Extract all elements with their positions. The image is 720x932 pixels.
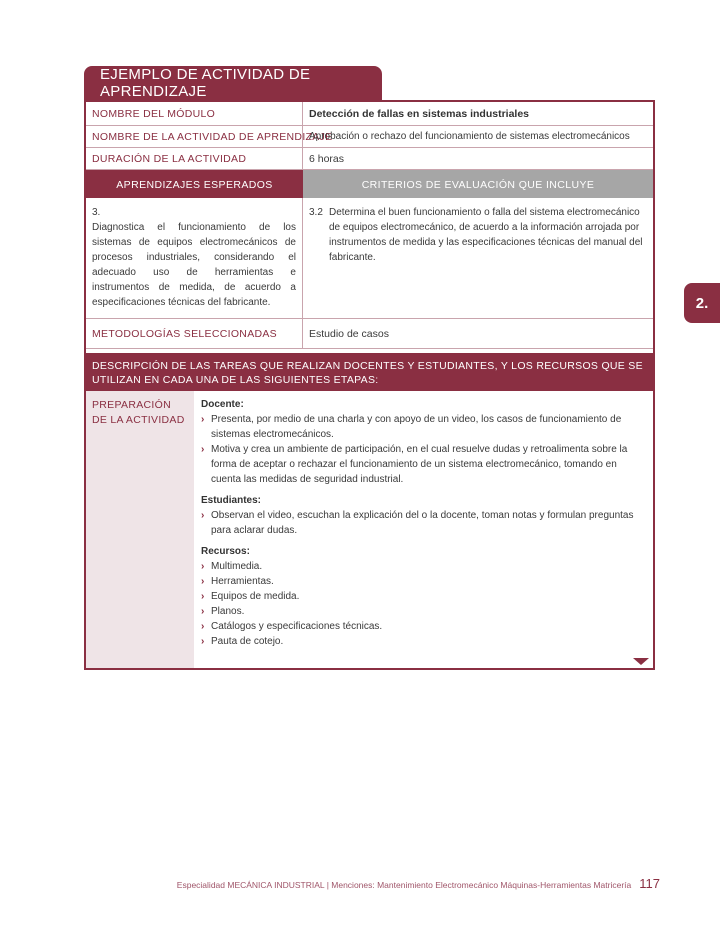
criterio-number: 3.2 <box>309 207 323 218</box>
list-item: › Catálogos y especificaciones técnicas. <box>201 621 383 632</box>
chevron-right-icon: › <box>201 510 205 521</box>
label-metodologias: METODOLOGÍAS SELECCIONADAS <box>86 319 303 348</box>
footer-text: Especialidad MECÁNICA INDUSTRIAL | Menciones: Mantenimiento Electromecánico Máquinas-Herramientas Matricería <box>176 880 632 890</box>
list-item: › Planos. <box>201 606 245 617</box>
aprendizaje-number: 3. <box>92 207 101 218</box>
aprendizaje-text: Diagnostica el funcionamiento de los sistemas de equipos electromecánicos de procesos industriales, considerando el adecuado uso de herramientas e instrumentos de medida, de acuerdo a especificaciones técnicas del fabricante. <box>92 222 296 308</box>
docente-list <box>201 412 643 487</box>
triangle-down-icon <box>633 658 649 665</box>
value-metodologias: Estudio de casos <box>309 328 389 340</box>
estudiantes-list <box>201 508 643 538</box>
list-item: › Presenta, por medio de una charla y con apoyo de un video, los casos de funcionamiento de sistemas electromecánicos. <box>201 414 622 440</box>
chevron-right-icon: › <box>201 576 205 587</box>
criterio-cell <box>303 198 653 318</box>
chevron-right-icon: › <box>201 444 205 455</box>
row-modulo <box>86 102 653 126</box>
chevron-right-icon: › <box>201 606 205 617</box>
chevron-right-icon: › <box>201 561 205 572</box>
page-number: 117 <box>639 876 660 891</box>
recursos-title: Recursos: <box>201 546 250 557</box>
list-item: › Herramientas. <box>201 576 274 587</box>
list-item: › Equipos de medida. <box>201 591 300 602</box>
header-aprendizajes: APRENDIZAJES ESPERADOS <box>86 170 303 198</box>
chevron-right-icon: › <box>201 636 205 647</box>
row-duracion <box>86 148 653 170</box>
descripcion-band: DESCRIPCIÓN DE LAS TAREAS QUE REALIZAN DOCENTES Y ESTUDIANTES, Y LOS RECURSOS QUE SE UTILIZAN EN CADA UNA DE LAS SIGUIENTES ETAPAS: <box>86 353 653 391</box>
value-actividad: Aprobación o rechazo del funcionamiento de sistemas electromecánicos <box>309 131 630 142</box>
label-actividad: NOMBRE DE LA ACTIVIDAD DE APRENDIZAJE <box>86 126 303 147</box>
activity-table <box>84 100 655 670</box>
estudiantes-title: Estudiantes: <box>201 495 262 506</box>
label-duracion: DURACIÓN DE LA ACTIVIDAD <box>86 148 303 169</box>
value-duracion: 6 horas <box>309 153 345 165</box>
recursos-list <box>201 559 643 649</box>
docente-title: Docente: <box>201 399 244 410</box>
chevron-right-icon: › <box>201 591 205 602</box>
header-criterios: CRITERIOS DE EVALUACIÓN QUE INCLUYE <box>303 170 653 198</box>
section-header-row <box>86 170 653 198</box>
value-modulo: Detección de fallas en sistemas industriales <box>309 108 530 120</box>
row-aprendizaje <box>86 198 653 319</box>
page-footer <box>120 876 660 891</box>
list-item: › Pauta de cotejo. <box>201 636 284 647</box>
label-modulo: NOMBRE DEL MÓDULO <box>86 102 303 125</box>
row-metodologias <box>86 319 653 349</box>
row-actividad <box>86 126 653 148</box>
page-title: EJEMPLO DE ACTIVIDAD DE APRENDIZAJE <box>84 66 382 100</box>
chevron-right-icon: › <box>201 414 205 425</box>
list-item: › Motiva y crea un ambiente de participación, en el cual resuelve dudas y retroalimenta sobre la forma de aceptar o rechazar el funcionamiento de un sistema electromecánico, tomando en cuenta las medidas de seguridad industrial. <box>201 444 628 485</box>
list-item: › Multimedia. <box>201 561 263 572</box>
aprendizaje-cell <box>86 198 303 318</box>
chapter-tab[interactable]: 2. <box>684 283 720 323</box>
list-item: › Observan el video, escuchan la explicación del o la docente, toman notas y formulan preguntas para aclarar dudas. <box>201 510 634 536</box>
label-preparacion: PREPARACIÓN DE LA ACTIVIDAD <box>86 391 194 668</box>
preparacion-content <box>194 391 653 668</box>
chevron-right-icon: › <box>201 621 205 632</box>
criterio-text: Determina el buen funcionamiento o falla del sistema electromecánico de equipos electromecánico, de acuerdo a la información arrojada por instrumentos de medida y las especificaciones técnicas del manual del fabricante. <box>329 207 643 263</box>
row-preparacion <box>86 391 653 668</box>
